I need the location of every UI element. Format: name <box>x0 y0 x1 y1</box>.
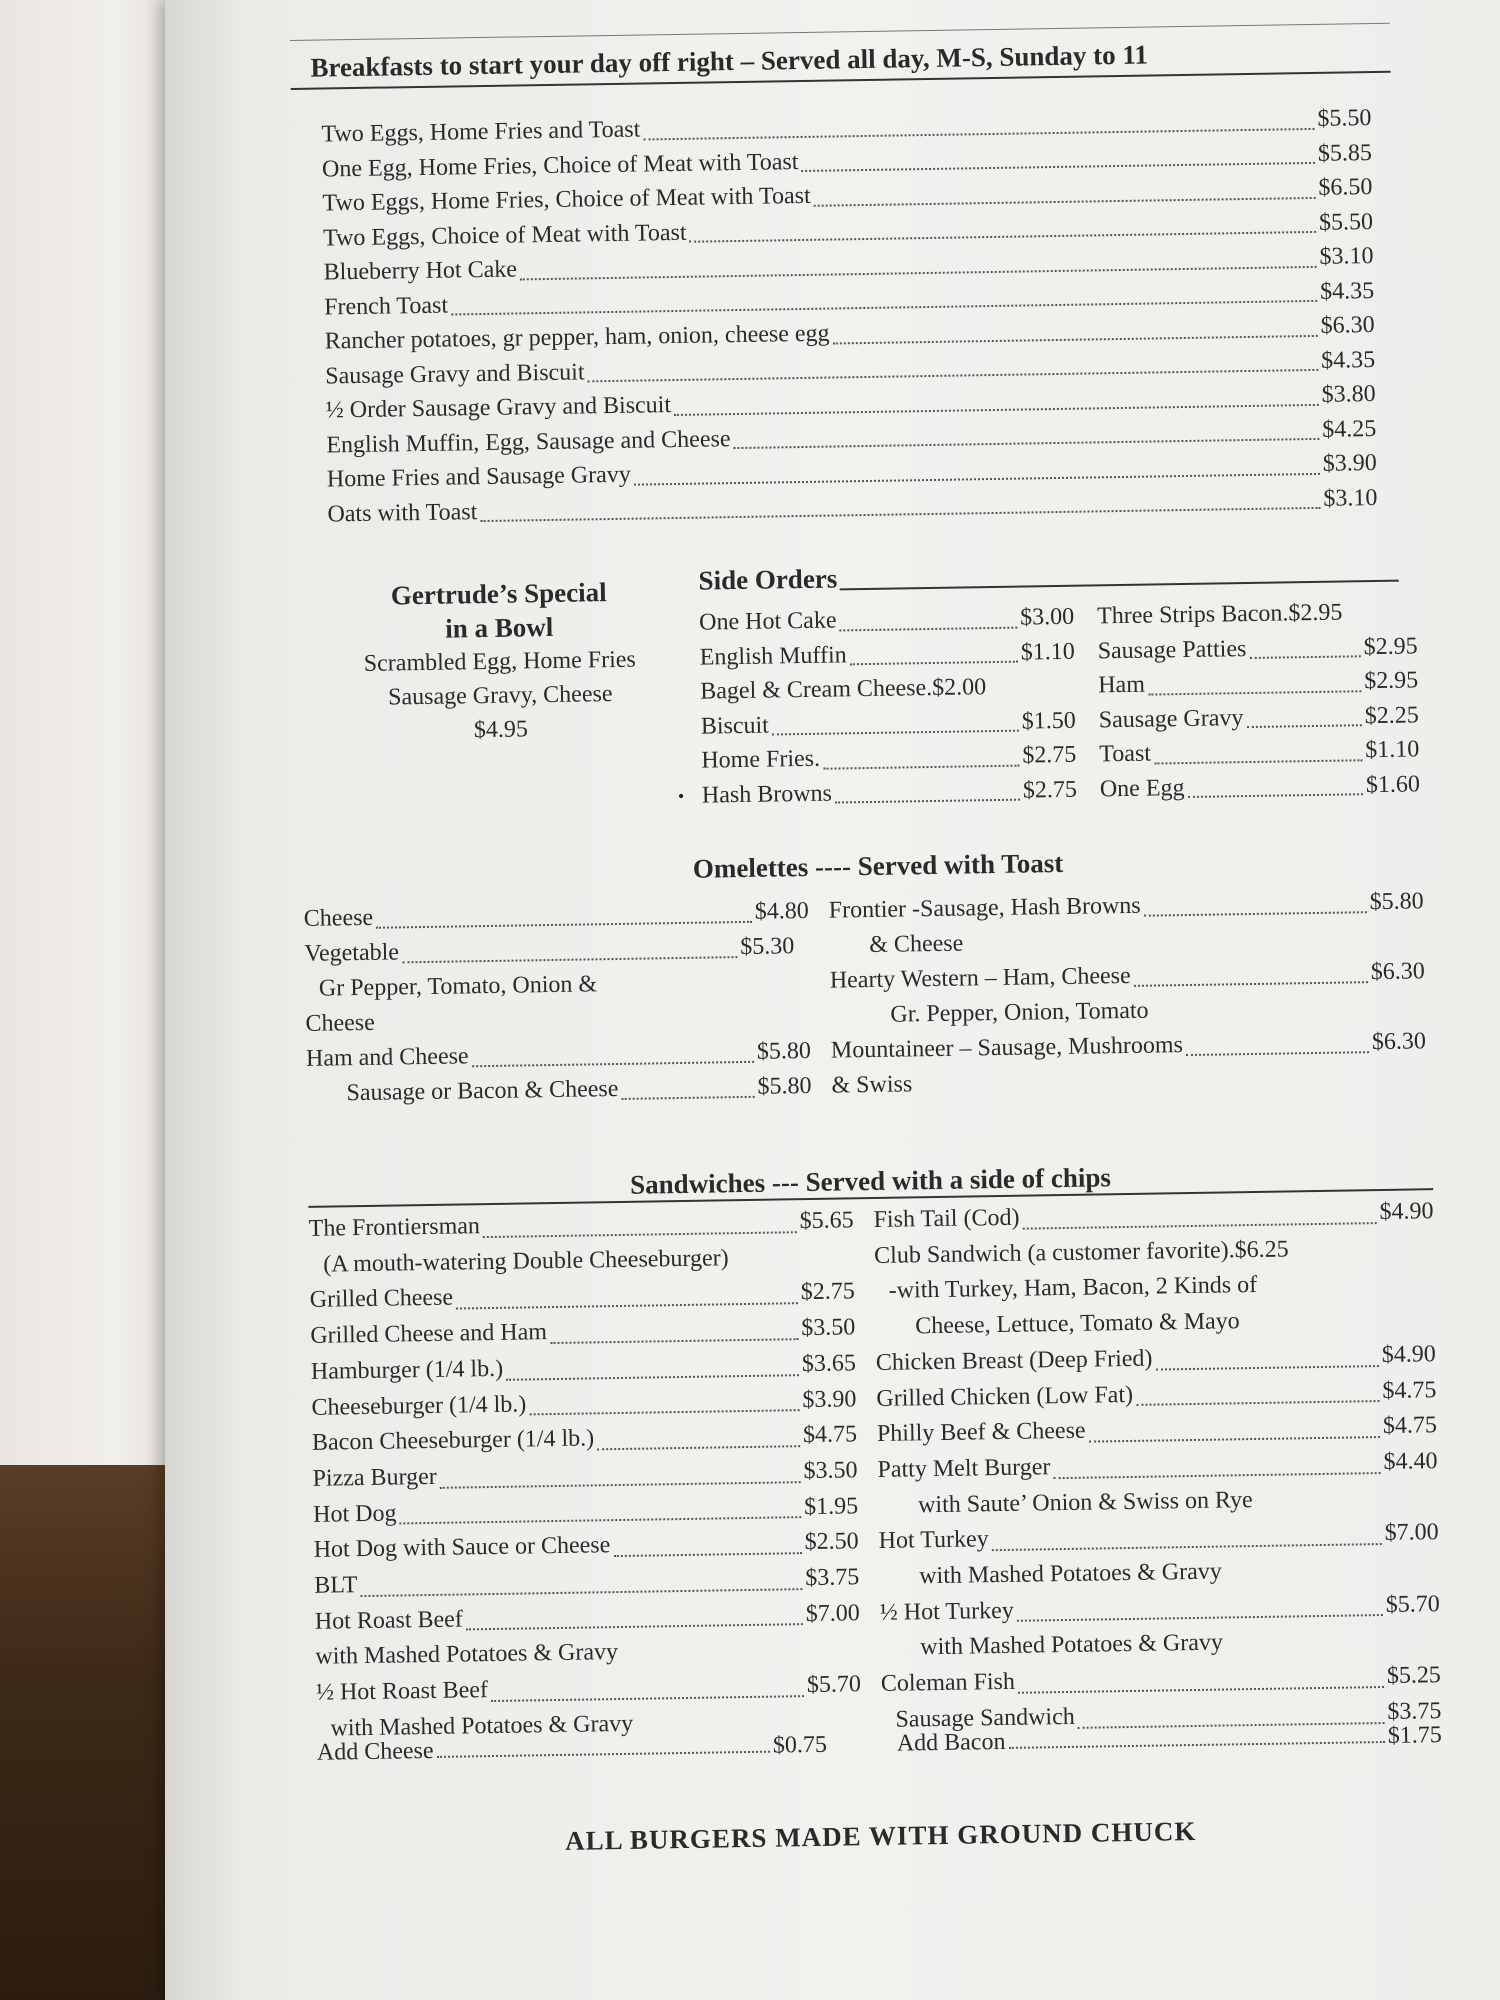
item-price: $5.30 <box>740 933 795 961</box>
item-price: $4.40 <box>1383 1448 1438 1475</box>
item-name: English Muffin, Egg, Sausage and Cheese <box>326 425 731 458</box>
dot-leader <box>437 1751 770 1758</box>
item-name: Biscuit <box>700 712 770 740</box>
item-name: Hot Dog <box>312 1500 397 1528</box>
dot-leader <box>400 1516 802 1524</box>
item-name: Add Bacon <box>896 1728 1006 1757</box>
section-title: Side Orders <box>698 563 838 596</box>
header-rule <box>839 555 1399 591</box>
omelettes-col-1 <box>304 894 812 1112</box>
sandwiches-header: Sandwiches --- Served with a side of chips <box>308 1157 1433 1208</box>
dot-leader <box>376 921 752 929</box>
item-name: Cheese <box>303 904 374 932</box>
item-price: $3.90 <box>802 1385 857 1413</box>
side-orders-header <box>698 555 1398 597</box>
menu-item <box>306 1069 811 1112</box>
item-price: $4.90 <box>1381 1340 1436 1368</box>
item-desc: & Cheese <box>869 930 964 959</box>
dot-leader <box>480 507 1320 522</box>
dot-leader <box>1018 1686 1384 1694</box>
dot-leader <box>1134 981 1368 987</box>
dot-leader <box>992 1543 1382 1551</box>
dot-leader <box>1009 1741 1385 1749</box>
item-price: $7.00 <box>1384 1519 1439 1547</box>
item-price: $3.00 <box>1019 603 1075 631</box>
dot-leader <box>1247 724 1362 728</box>
item-name: Pizza Burger <box>312 1463 437 1492</box>
dot-leader <box>833 334 1318 344</box>
special-price: $4.95 <box>473 716 529 744</box>
menu-item <box>699 600 1074 640</box>
item-desc: & Swiss <box>831 1071 913 1099</box>
item-name: Fish Tail (Cod) <box>873 1204 1020 1233</box>
menu-item <box>1097 629 1418 669</box>
dot-leader <box>772 730 1019 736</box>
item-price: $2.50 <box>804 1528 859 1556</box>
dot-leader <box>1188 793 1363 798</box>
item-price: $4.35 <box>1320 346 1376 374</box>
item-name: The Frontiersman <box>308 1213 481 1242</box>
item-price: $1.50 <box>1021 707 1076 735</box>
item-name: Grilled Chicken (Low Fat) <box>876 1381 1134 1412</box>
dot-leader <box>1249 655 1360 659</box>
item-price: $2.75 <box>800 1278 855 1306</box>
item-name: Ham <box>1098 671 1146 699</box>
item-name: Add Cheese <box>316 1737 434 1766</box>
item-price: $4.25 <box>1322 415 1377 443</box>
item-price: $3.75 <box>805 1564 860 1592</box>
item-name: Ham and Cheese <box>305 1043 469 1072</box>
menu-item <box>699 634 1074 674</box>
item-price: $5.85 <box>1317 139 1373 167</box>
special-desc: Sausage Gravy, Cheese <box>387 681 613 711</box>
dot-leader <box>550 1338 798 1344</box>
item-price: $2.95 <box>1364 667 1419 695</box>
menu-item <box>701 738 1076 778</box>
item-desc: with Mashed Potatoes & Gravy <box>919 1558 1223 1590</box>
item-name: Sausage Gravy and Biscuit <box>325 358 585 389</box>
dot-leader <box>1186 1051 1369 1056</box>
dot-leader <box>1017 1614 1383 1622</box>
item-name: Grilled Cheese and Ham <box>310 1319 548 1349</box>
dot-leader <box>440 1481 801 1489</box>
item-price: $5.50 <box>1317 105 1372 132</box>
item-desc: Cheese, Lettuce, Tomato & Mayo <box>915 1308 1240 1340</box>
dot-leader <box>361 1588 803 1597</box>
dot-leader <box>1144 911 1367 917</box>
item-name: Club Sandwich (a customer favorite). <box>873 1237 1235 1269</box>
item-name: One Hot Cake <box>698 607 837 636</box>
item-name: Sausage Gravy <box>1098 704 1244 733</box>
item-desc: Gr Pepper, Tomato, Onion & <box>318 971 598 1002</box>
item-price: $6.30 <box>1370 958 1425 986</box>
bullet-icon: • <box>677 785 685 806</box>
dot-leader <box>402 956 737 963</box>
menu-page <box>165 0 1500 2000</box>
dot-leader <box>472 1061 754 1067</box>
omelettes-col-2 <box>828 884 1426 1103</box>
item-name: Toast <box>1099 740 1152 768</box>
item-name: Patty Melt Burger <box>877 1454 1051 1483</box>
item-name: Chicken Breast (Deep Fried) <box>875 1345 1153 1376</box>
item-name: Sausage Sandwich <box>895 1703 1075 1733</box>
item-name: Hot Roast Beef <box>314 1606 464 1635</box>
item-desc: Gr. Pepper, Onion, Tomato <box>890 997 1149 1028</box>
item-price: $3.65 <box>801 1350 857 1377</box>
item-price: $5.80 <box>757 1072 812 1100</box>
item-name: Home Fries and Sausage Gravy <box>326 461 632 493</box>
item-name: Three Strips Bacon. <box>1096 600 1289 630</box>
item-price: $4.75 <box>802 1421 858 1449</box>
dot-leader <box>823 764 1019 769</box>
item-price: $0.75 <box>772 1731 828 1759</box>
special-desc: Scrambled Egg, Home Fries <box>363 646 636 677</box>
item-name: Hearty Western – Ham, Cheese <box>829 962 1131 994</box>
item-price: $1.10 <box>1020 638 1075 666</box>
item-price: $6.25 <box>1234 1236 1289 1264</box>
item-name: Rancher potatoes, gr pepper, ham, onion, cheese egg <box>324 320 830 355</box>
item-desc: -with Turkey, Ham, Bacon, 2 Kinds of <box>888 1272 1258 1305</box>
dot-leader <box>506 1374 799 1381</box>
item-name: Hamburger (1/4 lb.) <box>310 1355 504 1385</box>
side-orders-col-1 <box>677 600 1078 813</box>
item-price: $5.65 <box>799 1207 854 1235</box>
item-desc: with Mashed Potatoes & Gravy <box>920 1629 1224 1661</box>
item-price: $2.95 <box>1288 599 1343 627</box>
dot-leader <box>1136 1400 1379 1406</box>
item-price: $4.75 <box>1382 1376 1437 1404</box>
dot-leader <box>456 1302 798 1309</box>
item-name: Two Eggs, Choice of Meat with Toast <box>322 219 687 252</box>
item-price: $1.95 <box>803 1492 859 1520</box>
item-name: Two Eggs, Home Fries and Toast <box>321 116 641 148</box>
dot-leader <box>1054 1472 1381 1479</box>
item-name: Hot Turkey <box>878 1526 989 1555</box>
item-price: $5.50 <box>1318 208 1374 236</box>
dot-leader <box>814 196 1316 206</box>
item-name: ½ Hot Roast Beef <box>315 1677 489 1706</box>
dot-leader <box>1148 690 1361 695</box>
item-price: $5.80 <box>756 1037 812 1065</box>
dot-leader <box>622 1096 755 1100</box>
special-subtitle: in a Bowl <box>445 611 554 644</box>
footer-note: ALL BURGERS MADE WITH GROUND CHUCK <box>564 1815 1197 1856</box>
item-name: One Egg <box>1099 774 1185 802</box>
item-price: $4.35 <box>1319 277 1375 305</box>
item-price: $1.75 <box>1387 1722 1442 1749</box>
item-name: Home Fries. <box>701 745 821 774</box>
item-desc: (A mouth-watering Double Cheeseburger) <box>323 1244 729 1278</box>
item-name: French Toast <box>323 292 449 320</box>
item-name: English Muffin <box>699 641 847 671</box>
item-price: $6.30 <box>1320 312 1375 339</box>
dot-leader <box>613 1552 801 1557</box>
item-price: $5.70 <box>1385 1590 1440 1618</box>
item-price: $3.10 <box>1323 484 1378 512</box>
menu-item <box>677 772 1078 812</box>
item-price: $3.50 <box>801 1314 856 1342</box>
dot-leader <box>835 799 1020 804</box>
item-price: $6.50 <box>1318 174 1373 201</box>
menu-item <box>700 669 1075 709</box>
item-name: Cheeseburger (1/4 lb.) <box>311 1390 527 1421</box>
item-name: Vegetable <box>304 939 400 967</box>
item-desc: with Saute’ Onion & Swiss on Rye <box>917 1486 1253 1518</box>
item-price: $5.70 <box>806 1671 862 1699</box>
menu-item <box>1100 767 1421 807</box>
item-name: Coleman Fish <box>880 1668 1016 1698</box>
item-name: BLT <box>314 1572 358 1599</box>
item-price: $3.90 <box>1322 449 1377 477</box>
menu-item <box>1097 594 1418 634</box>
dot-leader <box>1023 1222 1377 1230</box>
item-price: $3.50 <box>803 1457 858 1485</box>
item-name: Bagel & Cream Cheese. <box>700 674 933 705</box>
dot-leader <box>850 661 1018 666</box>
item-price: $4.80 <box>754 897 809 925</box>
dot-leader <box>491 1695 804 1702</box>
item-name: Sausage or Bacon & Cheese <box>346 1075 619 1107</box>
item-price: $6.30 <box>1371 1028 1427 1056</box>
dot-leader <box>1154 759 1362 764</box>
item-name: Philly Beef & Cheese <box>876 1417 1086 1448</box>
breakfast-header: Breakfasts to start your day off right – Served all day, M-S, Sunday to 11 <box>290 23 1391 90</box>
item-name: Blueberry Hot Cake <box>323 256 518 286</box>
item-name: ½ Order Sausage Gravy and Biscuit <box>325 392 672 424</box>
item-price: $2.00 <box>931 674 987 701</box>
item-desc: with Mashed Potatoes & Gravy <box>330 1710 634 1742</box>
item-name: One Egg, Home Fries, Choice of Meat with Toast <box>321 148 799 183</box>
item-price: $1.60 <box>1365 770 1421 798</box>
item-name: Grilled Cheese <box>309 1285 454 1314</box>
item-desc: Cheese <box>305 1009 375 1037</box>
menu-item <box>1099 732 1420 772</box>
menu-item <box>1098 663 1419 703</box>
item-price: $3.80 <box>1321 380 1376 408</box>
item-price: $2.95 <box>1363 632 1418 660</box>
item-price: $1.10 <box>1365 736 1420 764</box>
item-name: Mountaineer – Sausage, Mushrooms <box>830 1032 1184 1064</box>
table-background <box>0 1465 170 2000</box>
item-name: Bacon Cheeseburger (1/4 lb.) <box>311 1425 595 1457</box>
gertrude-special <box>318 574 681 750</box>
item-desc: with Mashed Potatoes & Gravy <box>315 1639 619 1671</box>
item-price: $2.25 <box>1364 701 1419 729</box>
item-name: Hot Dog with Sauce or Cheese <box>313 1532 611 1564</box>
item-price: $3.75 <box>1387 1697 1442 1725</box>
item-price: $4.90 <box>1379 1198 1434 1226</box>
item-price: $7.00 <box>805 1599 860 1627</box>
menu-item <box>701 703 1076 743</box>
item-price: $5.80 <box>1369 888 1424 916</box>
menu-content <box>290 20 1500 1856</box>
sandwiches-col-2 <box>873 1194 1441 1738</box>
item-price: $2.75 <box>1022 741 1077 769</box>
item-name: Oats with Toast <box>327 498 478 527</box>
item-name: Sausage Patties <box>1097 635 1247 664</box>
side-orders-col-2 <box>1097 594 1420 806</box>
dot-leader <box>483 1231 797 1238</box>
item-price: $5.25 <box>1386 1662 1442 1690</box>
dot-leader <box>529 1409 799 1415</box>
dot-leader <box>466 1624 803 1631</box>
item-name: Two Eggs, Home Fries, Choice of Meat with Toast <box>322 182 811 217</box>
dot-leader <box>840 626 1018 631</box>
item-price: $2.75 <box>1022 776 1078 804</box>
item-name: ½ Hot Turkey <box>879 1597 1014 1626</box>
item-name: Frontier -Sausage, Hash Browns <box>828 892 1141 924</box>
item-name: Hash Browns <box>701 780 833 809</box>
omelettes-header: Omelettes ---- Served with Toast <box>692 847 1064 884</box>
menu-item <box>1099 698 1420 738</box>
item-price: $4.75 <box>1382 1412 1438 1440</box>
special-title: Gertrude’s Special <box>390 577 607 611</box>
breakfast-list <box>321 101 1377 531</box>
sandwiches-col-1 <box>308 1203 861 1747</box>
dot-leader <box>1089 1436 1380 1443</box>
dot-leader <box>802 162 1315 172</box>
dot-leader <box>597 1445 800 1450</box>
item-price: $3.10 <box>1319 243 1374 270</box>
dot-leader <box>1156 1365 1379 1371</box>
